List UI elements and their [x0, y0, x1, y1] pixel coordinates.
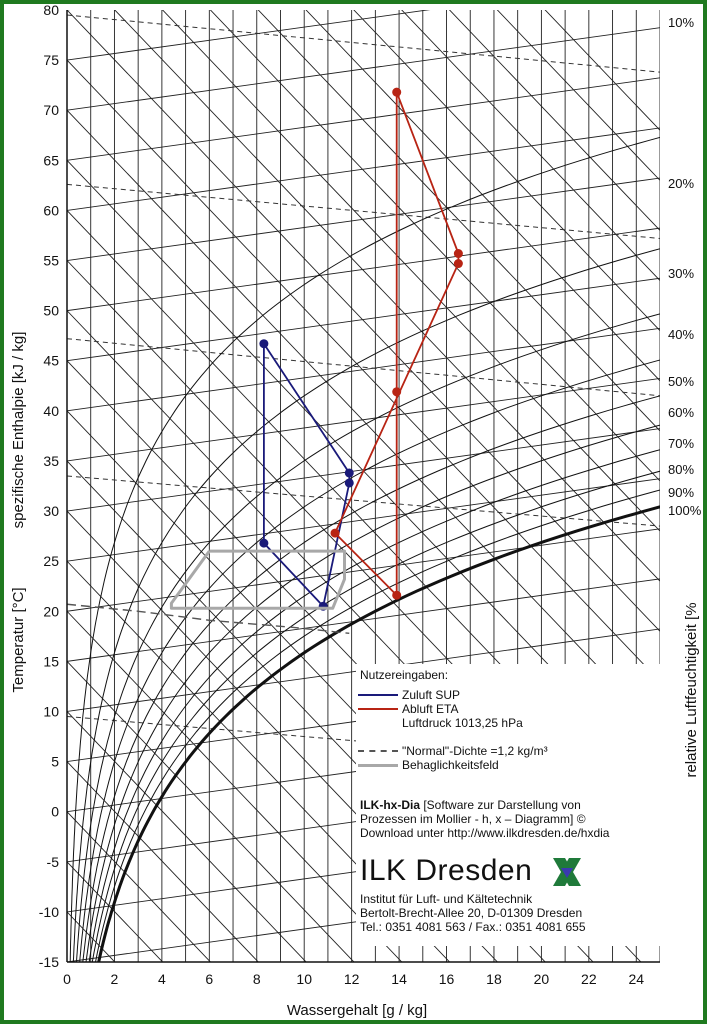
rh-label: 100% [668, 503, 702, 518]
y-tick-label: -10 [38, 903, 59, 920]
legend-swatch-density [358, 750, 398, 752]
isotherm-line [67, 4, 660, 10]
series-point-1 [454, 249, 463, 258]
rh-label: 20% [668, 176, 695, 191]
isotherm-line [67, 228, 660, 311]
legend-item-density [402, 744, 548, 758]
enthalpy-line [67, 110, 660, 731]
isotherm-line [67, 278, 660, 361]
x-axis-label: Wassergehalt [g / kg] [286, 1002, 428, 1019]
isotherm-line [67, 178, 660, 260]
x-tick-label: 0 [63, 971, 71, 987]
series-point-1 [454, 259, 463, 268]
enthalpy-line [67, 4, 660, 481]
series-line-1 [335, 92, 458, 595]
series-line-2 [171, 551, 344, 608]
legend-item-comfort [402, 758, 499, 772]
company-phone: Tel.: 0351 4081 563 / Fax.: 0351 4081 655 [360, 920, 586, 934]
x-tick-label: 16 [438, 971, 455, 987]
software-name: ILK-hx-Dia [360, 798, 420, 812]
legend-label-sup: Zuluft SUP [402, 688, 461, 702]
series-layer [67, 88, 463, 634]
x-tick-label: 4 [157, 971, 166, 987]
isotherm-line [67, 4, 660, 60]
software-line-1 [360, 798, 581, 812]
ilk-logo-icon [551, 856, 583, 888]
y-tick-label: 25 [43, 553, 59, 570]
enthalpy-line [67, 4, 660, 531]
rh-label: 10% [668, 15, 695, 30]
series-point-0 [345, 478, 354, 487]
y-tick-label: 60 [43, 202, 59, 219]
y-tick-label: 5 [51, 753, 59, 770]
legend-item-eta [402, 702, 458, 716]
legend-pressure: Luftdruck 1013,25 hPa [402, 716, 523, 730]
y-tick-label: 70 [43, 102, 59, 119]
company-institute: Institut für Luft- und Kältetechnik [360, 892, 533, 906]
y-tick-label: 10 [43, 703, 59, 720]
software-desc-1: [Software zur Darstellung von [423, 798, 581, 812]
y-tick-label: 30 [43, 503, 59, 520]
x-tick-label: 18 [486, 971, 502, 987]
enthalpy-line [67, 4, 660, 381]
legend-heading: Nutzereingaben: [360, 668, 449, 682]
y-axis-label-humidity: relative Luftfeuchtigkeit [% [683, 602, 700, 778]
series-point-1 [331, 529, 340, 538]
enthalpy-line [67, 4, 660, 281]
enthalpy-line [67, 4, 660, 130]
legend-panel [356, 664, 661, 946]
legend-label-eta: Abluft ETA [402, 702, 459, 716]
y-tick-label: 55 [43, 252, 59, 269]
isotherm-line [67, 579, 660, 662]
rh-label: 30% [668, 266, 695, 281]
x-tick-label: 2 [110, 971, 119, 987]
y-tick-label: 35 [43, 452, 59, 469]
isotherm-line [67, 378, 660, 461]
y-tick-label: -15 [38, 954, 59, 970]
density-reference-line [67, 15, 660, 72]
software-desc-2: Prozessen im Mollier - h, x – Diagramm] © [360, 812, 586, 826]
series-point-1 [392, 88, 401, 97]
company-brand: ILK Dresden [360, 854, 533, 887]
legend-swatch-eta [358, 708, 398, 710]
isotherm-line [67, 128, 660, 211]
y-tick-label: 80 [43, 4, 59, 18]
x-tick-label: 14 [391, 971, 407, 987]
density-reference-line [67, 339, 660, 396]
density-reference-line [67, 184, 660, 238]
isotherm-line [67, 479, 660, 562]
rh-label: 40% [668, 327, 695, 342]
x-tick-label: 8 [252, 971, 261, 987]
density-reference-line [67, 476, 660, 526]
series-line-0 [264, 344, 349, 607]
y-tick-label: -5 [46, 853, 59, 870]
rh-label: 70% [668, 436, 695, 451]
y-tick-label: 75 [43, 52, 59, 69]
x-tick-label: 10 [296, 971, 312, 987]
isotherm-line [67, 78, 660, 161]
rh-label: 80% [668, 462, 695, 477]
enthalpy-line [67, 10, 660, 631]
isotherm-line [67, 328, 660, 411]
legend-item-sup [402, 688, 460, 702]
legend-swatch-sup [358, 694, 398, 696]
x-tick-label: 6 [205, 971, 214, 987]
y-axis-label-temperature: Temperatur [°C] [10, 587, 27, 693]
series-point-0 [259, 539, 268, 548]
y-tick-label: 50 [43, 302, 59, 319]
y-tick-label: 65 [43, 152, 59, 169]
enthalpy-line [67, 60, 660, 681]
series-point-0 [345, 468, 354, 477]
rh-label: 60% [668, 405, 695, 420]
software-download-link[interactable]: Download unter http://www.ilkdresden.de/hxdia [360, 826, 610, 840]
y-tick-label: 0 [51, 803, 59, 820]
y-axis-label-enthalpy: spezifische Enthalpie [kJ / kg] [10, 331, 27, 529]
legend-swatch-comfort [358, 764, 398, 767]
y-tick-label: 45 [43, 352, 59, 369]
y-tick-label: 40 [43, 402, 59, 419]
rh-label: 90% [668, 485, 695, 500]
isotherm-line [67, 529, 660, 612]
rh-label: 50% [668, 374, 695, 389]
x-tick-label: 22 [581, 971, 597, 987]
x-tick-label: 24 [628, 971, 645, 987]
x-tick-label: 20 [533, 971, 550, 987]
legend-label-comfort: Behaglichkeitsfeld [402, 758, 499, 772]
series-point-0 [259, 339, 268, 348]
series-point-1 [392, 591, 401, 600]
isotherm-line [67, 28, 660, 111]
y-tick-label: 15 [43, 653, 59, 670]
y-tick-label: 20 [43, 603, 59, 620]
legend-label-density: "Normal"-Dichte =1,2 kg/m³ [402, 744, 548, 758]
series-point-1 [392, 387, 401, 396]
x-tick-label: 12 [343, 971, 360, 987]
enthalpy-line [67, 4, 660, 230]
company-address: Bertolt-Brecht-Allee 20, D-01309 Dresden [360, 906, 583, 920]
